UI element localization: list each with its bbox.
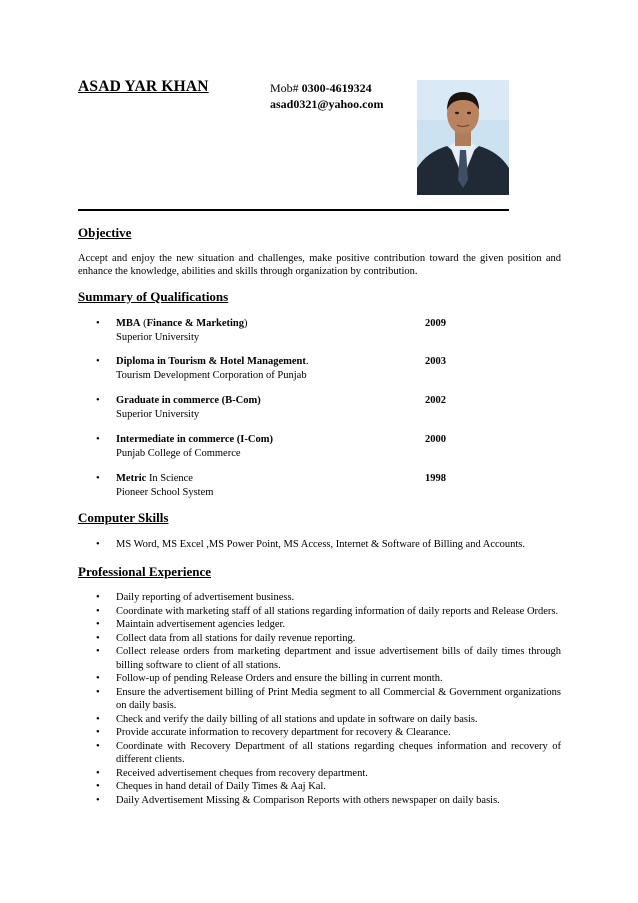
bullet-icon: •	[96, 395, 100, 406]
experience-text: Check and verify the daily billing of all stations and update in software on daily basis.	[116, 713, 478, 725]
experience-text: Collect release orders from marketing department and issue advertisement bills of daily times through billing software to client of all stations.	[116, 646, 561, 671]
bullet-icon: •	[96, 767, 100, 779]
candidate-name: ASAD YAR KHAN	[78, 78, 209, 95]
bullet-icon: •	[96, 434, 100, 445]
list-item	[96, 672, 561, 686]
bullet-icon: •	[96, 713, 100, 725]
list-item	[96, 605, 561, 619]
experience-list	[96, 591, 561, 807]
qualifications-heading: Summary of Qualifications	[78, 289, 229, 304]
list-item	[96, 780, 561, 794]
computer-skills-heading: Computer Skills	[78, 510, 169, 525]
portrait-image	[417, 80, 509, 195]
qualification-institution: Punjab College of Commerce	[116, 448, 241, 459]
qualification-specialization: Finance & Marketing	[146, 318, 245, 329]
list-item	[96, 618, 561, 632]
list-item	[96, 713, 561, 727]
experience-text: Collect data from all stations for daily revenue reporting.	[116, 632, 356, 644]
experience-text: Follow-up of pending Release Orders and ensure the billing in current month.	[116, 673, 443, 684]
experience-text: Daily reporting of advertisement business.	[116, 592, 295, 603]
bullet-icon: •	[96, 673, 100, 684]
qualification-title	[116, 433, 273, 447]
bullet-icon: •	[96, 473, 100, 484]
qualification-institution: Superior University	[116, 409, 200, 420]
bullet-icon: •	[96, 318, 100, 329]
bullet-icon: •	[96, 632, 100, 644]
qualification-degree: Intermediate in commerce (I-Com)	[116, 434, 273, 445]
skill-text: MS Word, MS Excel ,MS Power Point, MS Access, Internet & Software of Billing and Accounts.	[116, 539, 526, 550]
bullet-icon: •	[96, 727, 100, 738]
qualification-degree: Diploma in Tourism & Hotel Management	[116, 356, 306, 367]
qualification-degree: Graduate in commerce (B-Com)	[116, 395, 261, 406]
qualification-year: 2009	[425, 318, 446, 329]
bullet-icon: •	[96, 592, 100, 603]
experience-text: Coordinate with Recovery Department of all stations regarding cheques information and recovery of different clients.	[116, 740, 561, 765]
qualification-institution: Pioneer School System	[116, 487, 214, 498]
bullet-icon: •	[96, 539, 100, 550]
bullet-icon: •	[96, 794, 100, 806]
experience-text: Daily Advertisement Missing & Comparison Reports with others newspaper on daily basis.	[116, 794, 500, 806]
qualification-year: 1998	[425, 473, 446, 484]
qualification-year: 2002	[425, 395, 446, 406]
experience-text: Ensure the advertisement billing of Print Media segment to all Commercial & Government organizations on daily basis.	[116, 686, 561, 711]
bullet-icon: •	[96, 646, 100, 657]
qualification-title	[116, 317, 248, 331]
objective-text: Accept and enjoy the new situation and challenges, make positive contribution toward the given position and enhance the knowledge, abilities and skills through organization by contribution.	[78, 253, 561, 277]
email: asad0321@yahoo.com	[270, 97, 384, 111]
bullet-icon: •	[96, 605, 100, 617]
qualification-title	[116, 472, 193, 486]
list-item	[96, 538, 561, 552]
list-item	[96, 632, 561, 646]
qualification-institution: Superior University	[116, 332, 200, 343]
qualification-title-part: In Science	[146, 473, 193, 484]
qualification-title	[116, 355, 309, 369]
experience-heading: Professional Experience	[78, 564, 211, 579]
bullet-icon: •	[96, 619, 100, 630]
qualification-degree: Metric	[116, 473, 147, 484]
qualification-year: 2003	[425, 356, 446, 367]
bullet-icon: •	[96, 781, 100, 792]
bullet-icon: •	[96, 686, 100, 698]
list-item	[96, 686, 561, 713]
list-item	[96, 794, 561, 808]
bullet-icon: •	[96, 356, 100, 367]
list-item	[96, 591, 561, 605]
qualification-title-part: (	[140, 318, 147, 329]
experience-text: Maintain advertisement agencies ledger.	[116, 619, 286, 630]
bullet-icon: •	[96, 740, 100, 752]
list-item	[96, 740, 561, 767]
mobile-label: Mob#	[270, 81, 302, 95]
list-item	[96, 767, 561, 781]
experience-text: Coordinate with marketing staff of all stations regarding information of daily reports and Release Orders.	[116, 605, 559, 617]
profile-photo	[417, 80, 509, 195]
header-divider	[78, 209, 509, 211]
experience-text: Received advertisement cheques from recovery department.	[116, 767, 368, 779]
computer-skills-list	[96, 538, 561, 552]
qualification-title-part: .	[305, 356, 309, 367]
experience-text: Provide accurate information to recovery department for recovery & Clearance.	[116, 727, 451, 738]
mobile-line	[270, 80, 384, 96]
contact-block	[270, 80, 384, 112]
qualification-institution: Tourism Development Corporation of Punjab	[116, 370, 307, 381]
objective-heading: Objective	[78, 225, 132, 240]
list-item	[96, 726, 561, 740]
experience-text: Cheques in hand detail of Daily Times & Aaj Kal.	[116, 781, 326, 792]
qualification-degree: MBA	[116, 318, 141, 329]
qualification-year: 2000	[425, 434, 446, 445]
qualification-title	[116, 394, 261, 408]
list-item	[96, 645, 561, 672]
mobile-number: 0300-4619324	[301, 81, 372, 95]
qualification-title-part: )	[244, 318, 248, 329]
